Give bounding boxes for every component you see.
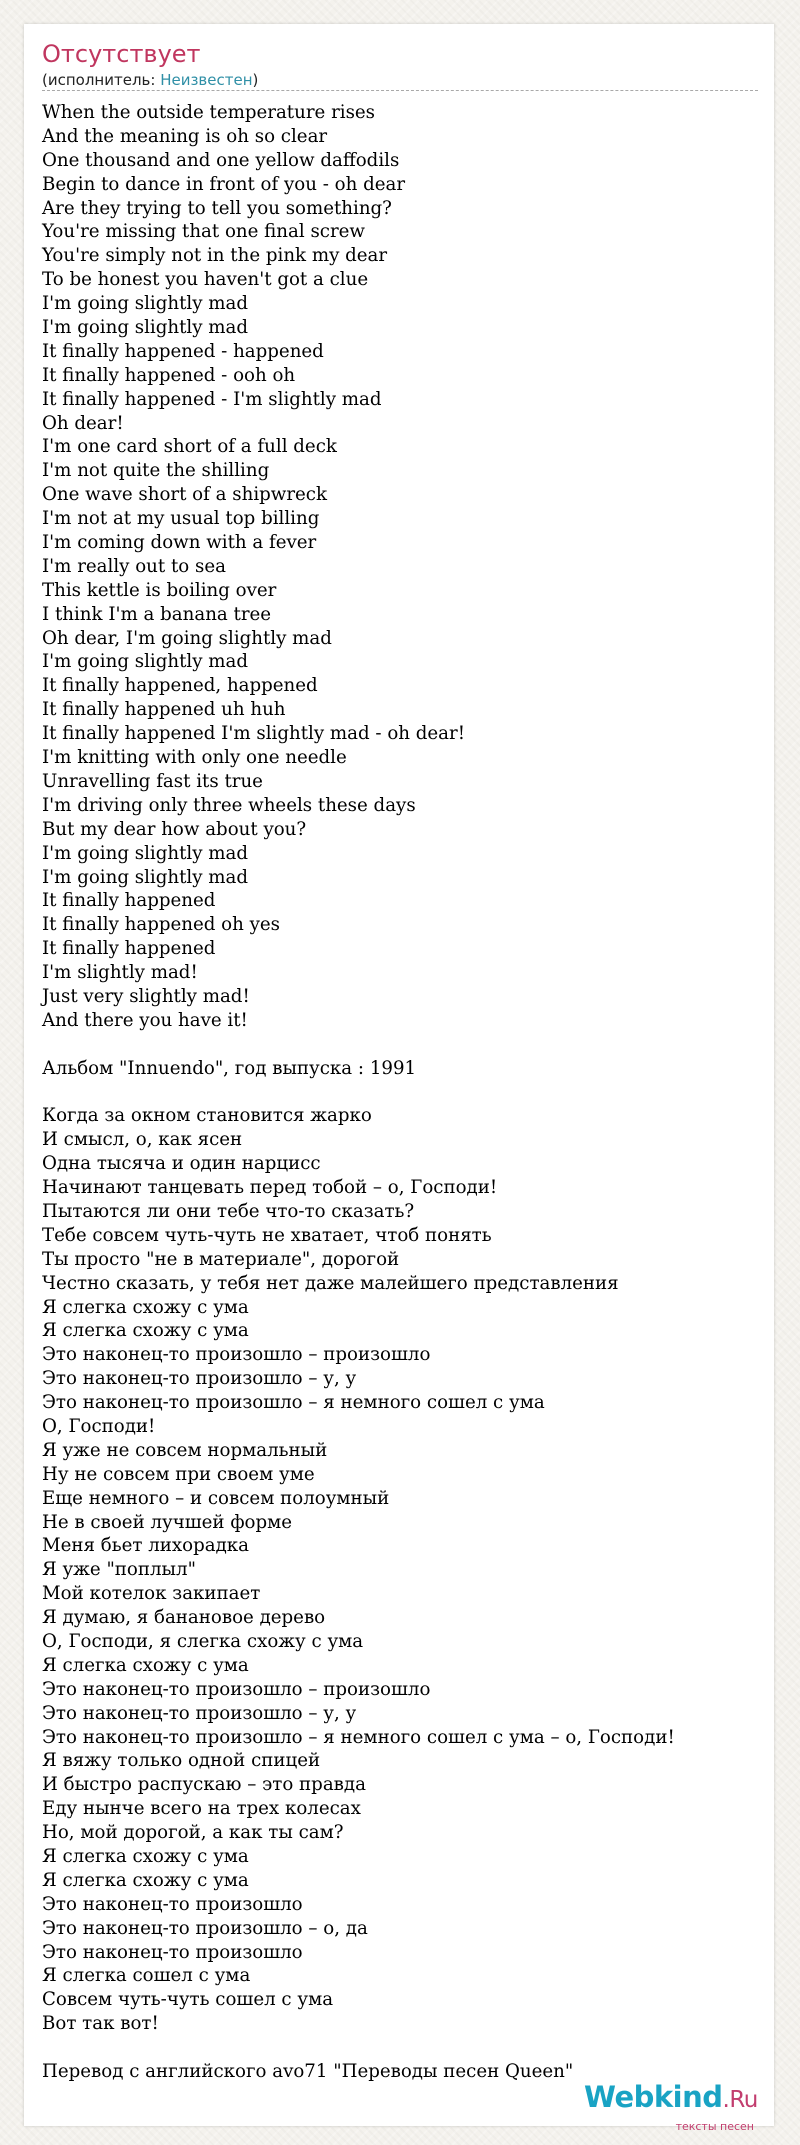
lyrics-line — [42, 1081, 762, 1105]
lyrics-line: It finally happened uh huh — [42, 699, 286, 721]
lyrics-line: It finally happened I'm slightly mad - oh dear! — [42, 723, 466, 745]
lyrics-line: Это наконец-то произошло – у, у — [42, 1368, 357, 1390]
lyrics-line: To be honest you haven't got a clue — [42, 269, 369, 291]
lyrics-line: Just very slightly mad! — [42, 985, 250, 1007]
lyrics-line: Я уже "поплыл" — [42, 1559, 196, 1581]
lyrics-line: Совсем чуть-чуть сошел с ума — [42, 1989, 334, 2011]
lyrics-line: Я вяжу только одной спицей — [42, 1750, 321, 1772]
lyrics-line: Я слегка схожу с ума — [42, 1296, 249, 1318]
lyrics-line: Мой котелок закипает — [42, 1583, 261, 1605]
lyrics-line: It finally happened - ooh oh — [42, 364, 296, 386]
lyrics-line: Я уже не совсем нормальный — [42, 1439, 328, 1461]
lyrics-line: Я слегка сошел с ума — [42, 1965, 251, 1987]
lyrics-line: And there you have it! — [42, 1009, 248, 1031]
lyrics-line: Oh dear! — [42, 412, 124, 434]
lyrics-line: It finally happened - happened — [42, 340, 324, 362]
lyrics-line: But my dear how about you? — [42, 818, 307, 840]
lyrics-line: One thousand and one yellow daffodils — [42, 149, 400, 171]
webkind-logo[interactable] — [584, 2080, 774, 2133]
lyrics-line — [42, 1033, 762, 1057]
lyrics-line: Вот так вот! — [42, 2013, 159, 2035]
lyrics-text — [42, 101, 762, 2084]
lyrics-line: О, Господи, я слегка схожу с ума — [42, 1631, 364, 1652]
lyrics-line: When the outside temperature rises — [42, 102, 376, 123]
lyrics-line: И быстро распускаю – это правда — [42, 1774, 366, 1796]
lyrics-line: Begin to dance in front of you - oh dear — [42, 173, 406, 195]
lyrics-line: Не в своей лучшей форме — [42, 1511, 293, 1533]
logo-tagline: тексты песен — [675, 2120, 754, 2133]
lyrics-line: One wave short of a shipwreck — [42, 484, 328, 506]
lyrics-line: Это наконец-то произошло – о, да — [42, 1917, 368, 1939]
lyrics-line: It finally happened oh yes — [42, 914, 280, 936]
lyrics-line: Это наконец-то произошло – я немного сошел с ума – о, Господи! — [42, 1726, 675, 1748]
lyrics-line: This kettle is boiling over — [42, 579, 277, 601]
lyrics-line: Это наконец-то произошло — [42, 1941, 303, 1963]
lyrics-line: It finally happened — [42, 890, 216, 912]
lyrics-line: Я думаю, я банановое дерево — [42, 1607, 326, 1629]
lyrics-line: You're missing that one final screw — [42, 221, 366, 243]
lyrics-line: I'm driving only three wheels these days — [42, 794, 416, 816]
lyrics-line: Unravelling fast its true — [42, 770, 263, 792]
lyrics-line: Это наконец-то произошло – произошло — [42, 1344, 431, 1366]
lyrics-line: I'm going slightly mad — [42, 651, 248, 673]
lyrics-line: I'm knitting with only one needle — [42, 747, 347, 769]
lyrics-line: Пытаются ли они тебе что-то сказать? — [42, 1200, 415, 1222]
lyrics-line: Oh dear, I'm going slightly mad — [42, 627, 332, 649]
artist-link[interactable]: Неизвестен — [160, 71, 253, 89]
lyrics-line: Еду нынче всего на трех колесах — [42, 1798, 361, 1820]
lyrics-line: Когда за окном становится жарко — [42, 1105, 372, 1127]
lyrics-line: I'm really out to sea — [42, 555, 226, 577]
lyrics-line: И смысл, о, как ясен — [42, 1129, 243, 1151]
lyrics-line: And the meaning is oh so clear — [42, 125, 328, 147]
lyrics-line: I'm not quite the shilling — [42, 460, 270, 482]
lyrics-line: Это наконец-то произошло – у, у — [42, 1702, 357, 1724]
lyrics-line: Я слегка схожу с ума — [42, 1869, 249, 1891]
logo-main: Webkind — [584, 2080, 723, 2114]
lyrics-line: Are they trying to tell you something? — [42, 197, 392, 219]
lyrics-line: Но, мой дорогой, а как ты сам? — [42, 1822, 344, 1844]
lyrics-line: Альбом "Innuendo", год выпуска : 1991 — [42, 1057, 417, 1079]
lyrics-line: You're simply not in the pink my dear — [42, 245, 388, 267]
lyrics-line: I'm going slightly mad — [42, 317, 248, 339]
lyrics-line: I'm not at my usual top billing — [42, 508, 320, 530]
lyrics-line: I'm going slightly mad — [42, 293, 248, 315]
lyrics-line: I think I'm a banana tree — [42, 603, 272, 625]
logo-suffix: .Ru — [722, 2087, 758, 2113]
lyrics-line: Одна тысяча и один нарцисс — [42, 1153, 321, 1175]
lyrics-line: Это наконец-то произошло – я немного сошел с ума — [42, 1392, 545, 1414]
lyrics-line: Я слегка схожу с ума — [42, 1846, 249, 1868]
lyrics-line: I'm coming down with a fever — [42, 532, 317, 554]
lyrics-line: Это наконец-то произошло – произошло — [42, 1678, 431, 1700]
artist-prefix: (исполнитель: — [42, 71, 161, 89]
artist-line — [42, 70, 758, 91]
lyrics-line: Честно сказать, у тебя нет даже малейшего представления — [42, 1272, 619, 1294]
lyrics-line: I'm one card short of a full deck — [42, 436, 337, 458]
lyrics-line: Начинают танцевать перед тобой – о, Господи! — [42, 1177, 498, 1199]
lyrics-line: It finally happened — [42, 938, 216, 960]
lyrics-line: Еще немного – и совсем полоумный — [42, 1487, 390, 1509]
artist-suffix: ) — [252, 71, 259, 89]
lyrics-line: Это наконец-то произошло — [42, 1893, 303, 1915]
lyrics-line: I'm going slightly mad — [42, 842, 248, 864]
lyrics-line: О, Господи! — [42, 1415, 156, 1437]
lyrics-line: Я слегка схожу с ума — [42, 1320, 249, 1342]
lyrics-line: Меня бьет лихорадка — [42, 1535, 249, 1557]
song-title: Отсутствует — [42, 40, 201, 68]
lyrics-line: I'm slightly mad! — [42, 962, 198, 984]
lyrics-line: Ты просто "не в материале", дорогой — [42, 1248, 400, 1270]
lyrics-line: Тебе совсем чуть-чуть не хватает, чтоб понять — [42, 1224, 492, 1246]
lyrics-line: I'm going slightly mad — [42, 866, 248, 888]
lyrics-line: Перевод с английского avo71 "Переводы песен Queen" — [42, 2061, 574, 2083]
lyrics-line — [42, 2036, 762, 2060]
lyrics-line: It finally happened - I'm slightly mad — [42, 388, 382, 410]
lyrics-line: Я слегка схожу с ума — [42, 1654, 249, 1676]
lyrics-line: Ну не совсем при своем уме — [42, 1463, 315, 1485]
lyrics-line: It finally happened, happened — [42, 675, 318, 697]
